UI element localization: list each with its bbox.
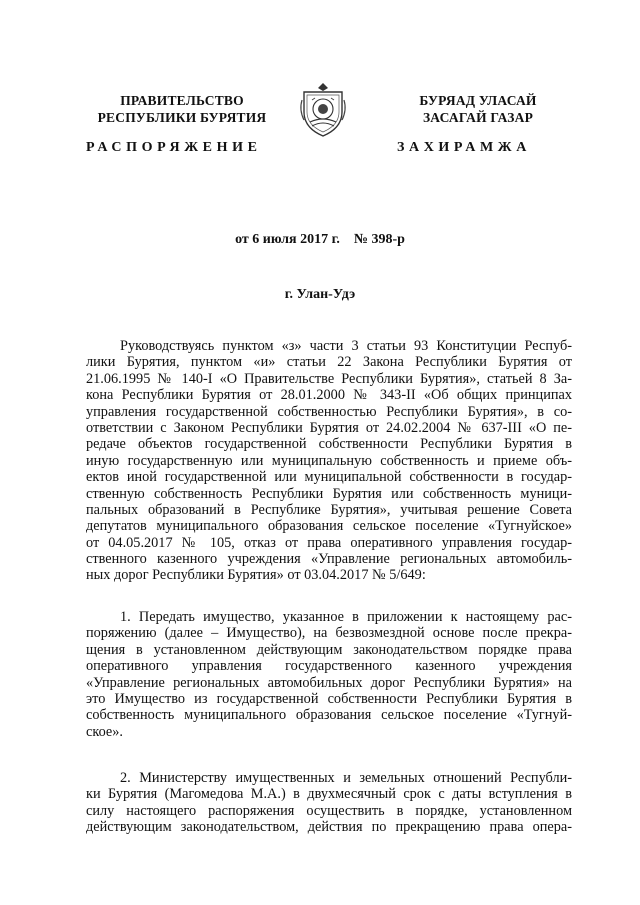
text-line: действующим законодательством, действия по прекращению права опера- — [86, 819, 572, 836]
text-line: ных дорог Республики Бурятия» от 03.04.2017 № 5/649: — [86, 567, 426, 584]
text-line: поряжению (далее – Имущество), на безвозмездной основе после прекра- — [86, 625, 572, 642]
document-type-ru: РАСПОРЯЖЕНИЕ — [86, 140, 262, 155]
city: г. Улан-Удэ — [284, 287, 356, 302]
text-line: это Имущество из государственной собственности Республики Бурятия в — [86, 690, 572, 707]
preamble-paragraph — [86, 338, 572, 584]
issuer-bua-line-2: ЗАСАГАЙ ГАЗАР — [422, 110, 534, 125]
text-line: ектов иной государственной или муниципальной собственности в государ- — [86, 469, 572, 486]
text-line: депутатов муниципального образования сельское поселение «Тугнуйское» — [86, 518, 572, 535]
text-line: пальных образований в Республике Бурятия», учитывая решение Совета — [86, 501, 572, 518]
text-line: ки Бурятия (Магомедова М.А.) в двухмесячный срок с даты вступления в — [86, 786, 572, 803]
text-line: ответствии с Законом Республики Бурятия от 24.02.2004 № 637-III «О пе- — [86, 419, 572, 436]
document-type-bua: ЗАХИРАМЖА — [397, 140, 531, 155]
text-line: силу настоящего распоряжения осуществить в порядке, установленном — [86, 802, 572, 819]
text-line: «Управление региональных автомобильных дорог Республики Бурятия» на — [86, 674, 572, 691]
coat-of-arms-icon — [298, 82, 348, 138]
text-line: Руководствуясь пунктом «з» части 3 статьи 93 Конституции Респуб- — [120, 338, 572, 354]
text-line: ственного казенного учреждения «Управление региональных автомобиль- — [86, 551, 572, 568]
text-line: 2. Министерству имущественных и земельных отношений Республи- — [120, 770, 572, 786]
text-line: 21.06.1995 № 140-I «О Правительстве Республики Бурятия», статьей 8 За- — [86, 370, 572, 387]
text-line: управления государственной собственностью Республики Бурятия», в со- — [86, 403, 572, 420]
text-line: ское». — [86, 723, 123, 740]
text-line: кона Республики Бурятия от 28.01.2000 № 343-II «Об общих принципах — [86, 387, 572, 404]
text-line: от 04.05.2017 № 105, отказ от права оперативного управления государ- — [86, 534, 572, 551]
text-line: 1. Передать имущество, указанное в приложении к настоящему рас- — [120, 609, 572, 625]
item-1-paragraph — [86, 609, 572, 740]
issuer-bua — [378, 92, 578, 126]
item-2-paragraph — [86, 770, 572, 836]
text-line: лики Бурятия, пунктом «и» статьи 22 Закона Республики Бурятия от — [86, 354, 572, 371]
text-line: щения в установленном действующим законодательством порядке права — [86, 641, 572, 658]
text-line: редаче объектов государственной собственности Республики Бурятия в — [86, 436, 572, 453]
date-and-number: от 6 июля 2017 г. № 398-р — [235, 232, 405, 247]
text-line: иную государственную или муниципальную собственность и приеме объ- — [86, 452, 572, 469]
issuer-ru-line-2: РЕСПУБЛИКИ БУРЯТИЯ — [97, 110, 267, 125]
text-line: ственную собственность Республики Бурятия или собственность муници- — [86, 485, 572, 502]
issuer-ru-line-1: ПРАВИТЕЛЬСТВО — [120, 93, 244, 108]
text-line: оперативного управления государственного казенного учреждения — [86, 658, 572, 675]
text-line: собственность муниципального образования сельское поселение «Тугнуй- — [86, 707, 572, 724]
issuer-ru — [82, 92, 282, 126]
issuer-bua-line-1: БУРЯАД УЛАСАЙ — [419, 93, 537, 108]
